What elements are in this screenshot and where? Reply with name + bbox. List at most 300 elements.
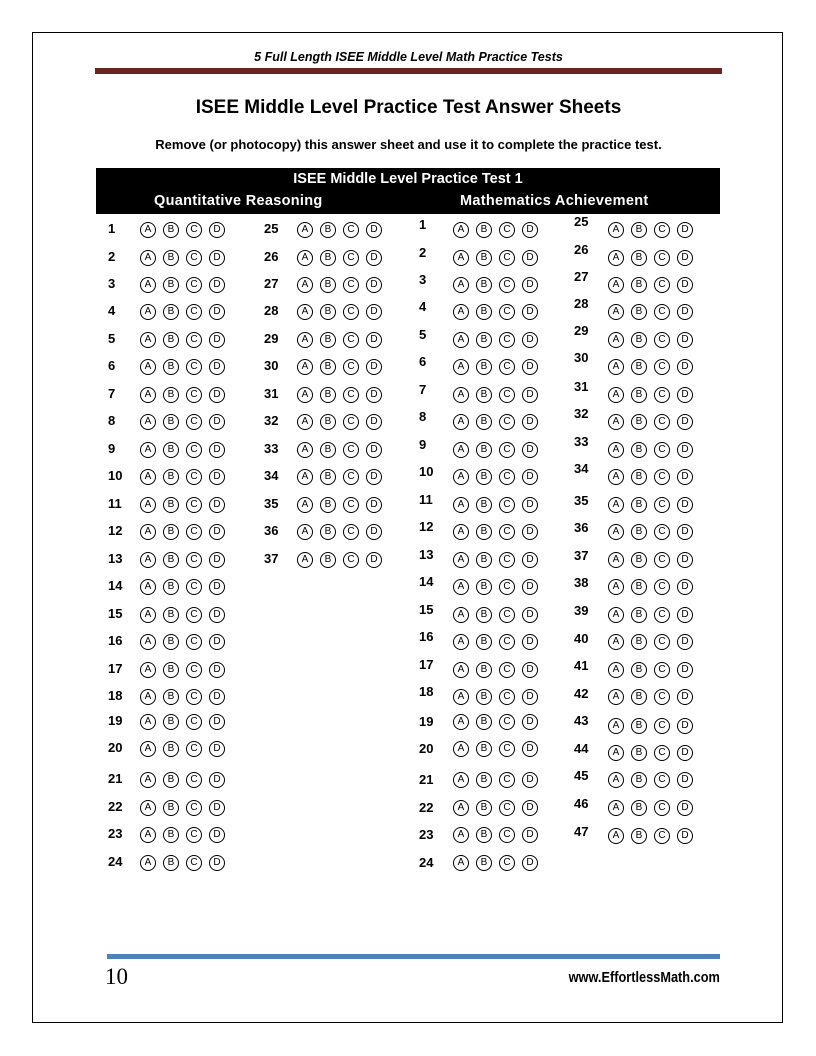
choice-bubble-c[interactable]: C xyxy=(186,579,202,595)
choice-bubble-d[interactable]: D xyxy=(522,359,538,375)
choice-bubble-a[interactable]: A xyxy=(140,469,156,485)
choice-bubble-b[interactable]: B xyxy=(163,359,179,375)
choice-bubble-b[interactable]: B xyxy=(631,222,647,238)
choice-bubble-b[interactable]: B xyxy=(163,662,179,678)
choice-bubble-a[interactable]: A xyxy=(140,524,156,540)
choice-bubble-b[interactable]: B xyxy=(476,414,492,430)
choice-bubble-c[interactable]: C xyxy=(654,497,670,513)
choice-bubble-d[interactable]: D xyxy=(522,714,538,730)
choice-bubble-d[interactable]: D xyxy=(209,387,225,403)
choice-bubble-d[interactable]: D xyxy=(522,662,538,678)
choice-bubble-c[interactable]: C xyxy=(499,497,515,513)
choice-bubble-d[interactable]: D xyxy=(209,827,225,843)
choice-bubble-a[interactable]: A xyxy=(140,800,156,816)
choice-bubble-a[interactable]: A xyxy=(140,497,156,513)
choice-bubble-b[interactable]: B xyxy=(631,414,647,430)
choice-bubble-b[interactable]: B xyxy=(631,800,647,816)
choice-bubble-c[interactable]: C xyxy=(343,524,359,540)
choice-bubble-d[interactable]: D xyxy=(522,855,538,871)
choice-bubble-d[interactable]: D xyxy=(677,304,693,320)
choice-bubble-d[interactable]: D xyxy=(677,552,693,568)
choice-bubble-c[interactable]: C xyxy=(343,414,359,430)
choice-bubble-d[interactable]: D xyxy=(209,634,225,650)
choice-bubble-b[interactable]: B xyxy=(631,250,647,266)
choice-bubble-a[interactable]: A xyxy=(453,772,469,788)
choice-bubble-b[interactable]: B xyxy=(476,524,492,540)
choice-bubble-b[interactable]: B xyxy=(163,524,179,540)
choice-bubble-c[interactable]: C xyxy=(499,662,515,678)
choice-bubble-a[interactable]: A xyxy=(453,497,469,513)
choice-bubble-a[interactable]: A xyxy=(140,714,156,730)
choice-bubble-c[interactable]: C xyxy=(499,222,515,238)
choice-bubble-a[interactable]: A xyxy=(453,662,469,678)
choice-bubble-a[interactable]: A xyxy=(453,714,469,730)
choice-bubble-c[interactable]: C xyxy=(499,607,515,623)
choice-bubble-b[interactable]: B xyxy=(320,304,336,320)
choice-bubble-b[interactable]: B xyxy=(476,277,492,293)
choice-bubble-d[interactable]: D xyxy=(209,524,225,540)
choice-bubble-a[interactable]: A xyxy=(453,552,469,568)
choice-bubble-d[interactable]: D xyxy=(209,607,225,623)
choice-bubble-d[interactable]: D xyxy=(677,222,693,238)
choice-bubble-a[interactable]: A xyxy=(140,741,156,757)
choice-bubble-d[interactable]: D xyxy=(522,332,538,348)
choice-bubble-c[interactable]: C xyxy=(186,414,202,430)
choice-bubble-d[interactable]: D xyxy=(209,304,225,320)
choice-bubble-d[interactable]: D xyxy=(209,277,225,293)
choice-bubble-c[interactable]: C xyxy=(654,607,670,623)
choice-bubble-b[interactable]: B xyxy=(320,552,336,568)
choice-bubble-c[interactable]: C xyxy=(654,552,670,568)
choice-bubble-c[interactable]: C xyxy=(499,359,515,375)
choice-bubble-d[interactable]: D xyxy=(209,222,225,238)
choice-bubble-d[interactable]: D xyxy=(522,277,538,293)
choice-bubble-c[interactable]: C xyxy=(186,827,202,843)
choice-bubble-d[interactable]: D xyxy=(209,359,225,375)
choice-bubble-d[interactable]: D xyxy=(209,662,225,678)
choice-bubble-a[interactable]: A xyxy=(608,634,624,650)
choice-bubble-a[interactable]: A xyxy=(297,359,313,375)
choice-bubble-a[interactable]: A xyxy=(608,607,624,623)
choice-bubble-c[interactable]: C xyxy=(654,250,670,266)
choice-bubble-a[interactable]: A xyxy=(140,304,156,320)
choice-bubble-b[interactable]: B xyxy=(163,469,179,485)
choice-bubble-b[interactable]: B xyxy=(163,304,179,320)
choice-bubble-a[interactable]: A xyxy=(608,414,624,430)
choice-bubble-d[interactable]: D xyxy=(209,689,225,705)
choice-bubble-c[interactable]: C xyxy=(654,579,670,595)
choice-bubble-c[interactable]: C xyxy=(499,800,515,816)
choice-bubble-b[interactable]: B xyxy=(476,741,492,757)
choice-bubble-a[interactable]: A xyxy=(453,387,469,403)
choice-bubble-d[interactable]: D xyxy=(366,250,382,266)
choice-bubble-a[interactable]: A xyxy=(453,689,469,705)
choice-bubble-d[interactable]: D xyxy=(522,442,538,458)
choice-bubble-a[interactable]: A xyxy=(608,800,624,816)
choice-bubble-c[interactable]: C xyxy=(499,552,515,568)
choice-bubble-a[interactable]: A xyxy=(608,387,624,403)
choice-bubble-c[interactable]: C xyxy=(499,827,515,843)
choice-bubble-a[interactable]: A xyxy=(297,387,313,403)
choice-bubble-c[interactable]: C xyxy=(343,277,359,293)
choice-bubble-d[interactable]: D xyxy=(209,579,225,595)
choice-bubble-a[interactable]: A xyxy=(297,442,313,458)
choice-bubble-d[interactable]: D xyxy=(209,414,225,430)
choice-bubble-d[interactable]: D xyxy=(366,387,382,403)
choice-bubble-b[interactable]: B xyxy=(631,524,647,540)
choice-bubble-d[interactable]: D xyxy=(677,607,693,623)
choice-bubble-c[interactable]: C xyxy=(343,359,359,375)
choice-bubble-c[interactable]: C xyxy=(186,772,202,788)
choice-bubble-c[interactable]: C xyxy=(654,387,670,403)
choice-bubble-a[interactable]: A xyxy=(453,222,469,238)
choice-bubble-c[interactable]: C xyxy=(499,714,515,730)
choice-bubble-a[interactable]: A xyxy=(453,579,469,595)
choice-bubble-b[interactable]: B xyxy=(163,414,179,430)
choice-bubble-b[interactable]: B xyxy=(163,250,179,266)
choice-bubble-a[interactable]: A xyxy=(608,689,624,705)
choice-bubble-c[interactable]: C xyxy=(499,634,515,650)
choice-bubble-d[interactable]: D xyxy=(209,552,225,568)
choice-bubble-d[interactable]: D xyxy=(366,222,382,238)
choice-bubble-d[interactable]: D xyxy=(677,332,693,348)
choice-bubble-b[interactable]: B xyxy=(163,442,179,458)
choice-bubble-c[interactable]: C xyxy=(343,304,359,320)
choice-bubble-d[interactable]: D xyxy=(209,442,225,458)
choice-bubble-c[interactable]: C xyxy=(654,524,670,540)
choice-bubble-a[interactable]: A xyxy=(608,828,624,844)
choice-bubble-c[interactable]: C xyxy=(654,222,670,238)
choice-bubble-c[interactable]: C xyxy=(499,741,515,757)
choice-bubble-d[interactable]: D xyxy=(677,497,693,513)
choice-bubble-b[interactable]: B xyxy=(320,222,336,238)
choice-bubble-d[interactable]: D xyxy=(366,442,382,458)
choice-bubble-a[interactable]: A xyxy=(140,634,156,650)
website-link[interactable]: www.EffortlessMath.com xyxy=(568,970,720,986)
choice-bubble-d[interactable]: D xyxy=(677,524,693,540)
choice-bubble-d[interactable]: D xyxy=(366,414,382,430)
choice-bubble-c[interactable]: C xyxy=(654,745,670,761)
choice-bubble-b[interactable]: B xyxy=(320,332,336,348)
choice-bubble-b[interactable]: B xyxy=(320,442,336,458)
choice-bubble-a[interactable]: A xyxy=(140,359,156,375)
choice-bubble-a[interactable]: A xyxy=(453,250,469,266)
choice-bubble-a[interactable]: A xyxy=(297,524,313,540)
choice-bubble-c[interactable]: C xyxy=(654,414,670,430)
choice-bubble-b[interactable]: B xyxy=(320,250,336,266)
choice-bubble-c[interactable]: C xyxy=(186,304,202,320)
choice-bubble-b[interactable]: B xyxy=(476,304,492,320)
choice-bubble-a[interactable]: A xyxy=(453,332,469,348)
choice-bubble-d[interactable]: D xyxy=(677,772,693,788)
choice-bubble-c[interactable]: C xyxy=(654,634,670,650)
choice-bubble-d[interactable]: D xyxy=(677,250,693,266)
choice-bubble-c[interactable]: C xyxy=(186,552,202,568)
choice-bubble-b[interactable]: B xyxy=(476,222,492,238)
choice-bubble-c[interactable]: C xyxy=(654,277,670,293)
choice-bubble-b[interactable]: B xyxy=(320,387,336,403)
choice-bubble-a[interactable]: A xyxy=(608,304,624,320)
choice-bubble-c[interactable]: C xyxy=(499,689,515,705)
choice-bubble-b[interactable]: B xyxy=(476,800,492,816)
choice-bubble-a[interactable]: A xyxy=(140,387,156,403)
choice-bubble-d[interactable]: D xyxy=(366,469,382,485)
choice-bubble-a[interactable]: A xyxy=(140,662,156,678)
choice-bubble-a[interactable]: A xyxy=(140,552,156,568)
choice-bubble-b[interactable]: B xyxy=(631,607,647,623)
choice-bubble-a[interactable]: A xyxy=(140,855,156,871)
choice-bubble-d[interactable]: D xyxy=(522,689,538,705)
choice-bubble-d[interactable]: D xyxy=(366,524,382,540)
choice-bubble-b[interactable]: B xyxy=(320,359,336,375)
choice-bubble-b[interactable]: B xyxy=(163,855,179,871)
choice-bubble-d[interactable]: D xyxy=(522,524,538,540)
choice-bubble-b[interactable]: B xyxy=(476,772,492,788)
choice-bubble-b[interactable]: B xyxy=(631,772,647,788)
choice-bubble-c[interactable]: C xyxy=(499,469,515,485)
choice-bubble-d[interactable]: D xyxy=(522,772,538,788)
choice-bubble-c[interactable]: C xyxy=(499,855,515,871)
choice-bubble-a[interactable]: A xyxy=(140,689,156,705)
choice-bubble-d[interactable]: D xyxy=(677,689,693,705)
choice-bubble-c[interactable]: C xyxy=(499,442,515,458)
choice-bubble-d[interactable]: D xyxy=(677,718,693,734)
choice-bubble-b[interactable]: B xyxy=(163,579,179,595)
choice-bubble-b[interactable]: B xyxy=(476,827,492,843)
choice-bubble-b[interactable]: B xyxy=(631,579,647,595)
choice-bubble-b[interactable]: B xyxy=(320,414,336,430)
choice-bubble-d[interactable]: D xyxy=(522,579,538,595)
choice-bubble-b[interactable]: B xyxy=(631,469,647,485)
choice-bubble-d[interactable]: D xyxy=(209,714,225,730)
choice-bubble-b[interactable]: B xyxy=(476,662,492,678)
choice-bubble-a[interactable]: A xyxy=(453,827,469,843)
choice-bubble-c[interactable]: C xyxy=(654,442,670,458)
choice-bubble-a[interactable]: A xyxy=(608,662,624,678)
choice-bubble-c[interactable]: C xyxy=(499,414,515,430)
choice-bubble-a[interactable]: A xyxy=(297,552,313,568)
choice-bubble-d[interactable]: D xyxy=(677,414,693,430)
choice-bubble-d[interactable]: D xyxy=(522,387,538,403)
choice-bubble-a[interactable]: A xyxy=(608,772,624,788)
choice-bubble-c[interactable]: C xyxy=(186,442,202,458)
choice-bubble-c[interactable]: C xyxy=(186,332,202,348)
choice-bubble-b[interactable]: B xyxy=(476,359,492,375)
choice-bubble-b[interactable]: B xyxy=(163,277,179,293)
choice-bubble-d[interactable]: D xyxy=(209,332,225,348)
choice-bubble-c[interactable]: C xyxy=(654,304,670,320)
choice-bubble-a[interactable]: A xyxy=(453,855,469,871)
choice-bubble-b[interactable]: B xyxy=(320,469,336,485)
choice-bubble-c[interactable]: C xyxy=(654,800,670,816)
choice-bubble-d[interactable]: D xyxy=(209,497,225,513)
choice-bubble-d[interactable]: D xyxy=(522,250,538,266)
choice-bubble-a[interactable]: A xyxy=(140,332,156,348)
choice-bubble-d[interactable]: D xyxy=(522,827,538,843)
choice-bubble-d[interactable]: D xyxy=(677,828,693,844)
choice-bubble-d[interactable]: D xyxy=(366,359,382,375)
choice-bubble-d[interactable]: D xyxy=(677,442,693,458)
choice-bubble-c[interactable]: C xyxy=(499,772,515,788)
choice-bubble-d[interactable]: D xyxy=(522,800,538,816)
choice-bubble-d[interactable]: D xyxy=(209,855,225,871)
choice-bubble-d[interactable]: D xyxy=(522,634,538,650)
choice-bubble-b[interactable]: B xyxy=(476,579,492,595)
choice-bubble-c[interactable]: C xyxy=(499,579,515,595)
choice-bubble-b[interactable]: B xyxy=(631,828,647,844)
choice-bubble-c[interactable]: C xyxy=(654,662,670,678)
choice-bubble-a[interactable]: A xyxy=(453,277,469,293)
choice-bubble-c[interactable]: C xyxy=(343,332,359,348)
choice-bubble-b[interactable]: B xyxy=(163,800,179,816)
choice-bubble-a[interactable]: A xyxy=(297,497,313,513)
choice-bubble-b[interactable]: B xyxy=(476,607,492,623)
choice-bubble-c[interactable]: C xyxy=(186,662,202,678)
choice-bubble-d[interactable]: D xyxy=(677,634,693,650)
choice-bubble-d[interactable]: D xyxy=(677,469,693,485)
choice-bubble-a[interactable]: A xyxy=(297,469,313,485)
choice-bubble-c[interactable]: C xyxy=(186,524,202,540)
choice-bubble-b[interactable]: B xyxy=(476,469,492,485)
choice-bubble-d[interactable]: D xyxy=(209,741,225,757)
choice-bubble-b[interactable]: B xyxy=(631,277,647,293)
choice-bubble-d[interactable]: D xyxy=(522,741,538,757)
choice-bubble-d[interactable]: D xyxy=(366,497,382,513)
choice-bubble-d[interactable]: D xyxy=(522,497,538,513)
choice-bubble-c[interactable]: C xyxy=(186,800,202,816)
choice-bubble-a[interactable]: A xyxy=(453,524,469,540)
choice-bubble-c[interactable]: C xyxy=(654,359,670,375)
choice-bubble-a[interactable]: A xyxy=(608,469,624,485)
choice-bubble-b[interactable]: B xyxy=(631,359,647,375)
choice-bubble-a[interactable]: A xyxy=(608,359,624,375)
choice-bubble-b[interactable]: B xyxy=(163,634,179,650)
choice-bubble-b[interactable]: B xyxy=(631,745,647,761)
choice-bubble-b[interactable]: B xyxy=(476,634,492,650)
choice-bubble-b[interactable]: B xyxy=(163,332,179,348)
choice-bubble-d[interactable]: D xyxy=(677,745,693,761)
choice-bubble-b[interactable]: B xyxy=(631,387,647,403)
choice-bubble-c[interactable]: C xyxy=(343,469,359,485)
choice-bubble-d[interactable]: D xyxy=(366,304,382,320)
choice-bubble-a[interactable]: A xyxy=(140,222,156,238)
choice-bubble-b[interactable]: B xyxy=(476,497,492,513)
choice-bubble-d[interactable]: D xyxy=(522,552,538,568)
choice-bubble-b[interactable]: B xyxy=(320,524,336,540)
choice-bubble-d[interactable]: D xyxy=(677,662,693,678)
choice-bubble-d[interactable]: D xyxy=(366,332,382,348)
choice-bubble-a[interactable]: A xyxy=(140,827,156,843)
choice-bubble-b[interactable]: B xyxy=(163,222,179,238)
choice-bubble-b[interactable]: B xyxy=(320,497,336,513)
choice-bubble-d[interactable]: D xyxy=(522,607,538,623)
choice-bubble-d[interactable]: D xyxy=(522,222,538,238)
choice-bubble-b[interactable]: B xyxy=(631,718,647,734)
choice-bubble-a[interactable]: A xyxy=(140,277,156,293)
choice-bubble-d[interactable]: D xyxy=(522,414,538,430)
choice-bubble-a[interactable]: A xyxy=(297,332,313,348)
choice-bubble-c[interactable]: C xyxy=(654,689,670,705)
choice-bubble-a[interactable]: A xyxy=(140,250,156,266)
choice-bubble-c[interactable]: C xyxy=(343,442,359,458)
choice-bubble-c[interactable]: C xyxy=(343,497,359,513)
choice-bubble-a[interactable]: A xyxy=(608,250,624,266)
choice-bubble-a[interactable]: A xyxy=(453,469,469,485)
choice-bubble-c[interactable]: C xyxy=(186,359,202,375)
choice-bubble-c[interactable]: C xyxy=(186,387,202,403)
choice-bubble-a[interactable]: A xyxy=(608,552,624,568)
choice-bubble-c[interactable]: C xyxy=(186,497,202,513)
choice-bubble-b[interactable]: B xyxy=(631,689,647,705)
choice-bubble-b[interactable]: B xyxy=(476,714,492,730)
choice-bubble-a[interactable]: A xyxy=(453,442,469,458)
choice-bubble-a[interactable]: A xyxy=(608,442,624,458)
choice-bubble-b[interactable]: B xyxy=(631,332,647,348)
choice-bubble-a[interactable]: A xyxy=(608,222,624,238)
choice-bubble-d[interactable]: D xyxy=(209,800,225,816)
choice-bubble-d[interactable]: D xyxy=(209,469,225,485)
choice-bubble-c[interactable]: C xyxy=(499,524,515,540)
choice-bubble-c[interactable]: C xyxy=(654,772,670,788)
choice-bubble-b[interactable]: B xyxy=(476,552,492,568)
choice-bubble-b[interactable]: B xyxy=(163,387,179,403)
choice-bubble-d[interactable]: D xyxy=(522,304,538,320)
choice-bubble-c[interactable]: C xyxy=(499,387,515,403)
choice-bubble-c[interactable]: C xyxy=(499,332,515,348)
choice-bubble-a[interactable]: A xyxy=(608,497,624,513)
choice-bubble-c[interactable]: C xyxy=(499,277,515,293)
choice-bubble-c[interactable]: C xyxy=(499,250,515,266)
choice-bubble-a[interactable]: A xyxy=(453,607,469,623)
choice-bubble-c[interactable]: C xyxy=(186,855,202,871)
choice-bubble-b[interactable]: B xyxy=(631,497,647,513)
choice-bubble-b[interactable]: B xyxy=(163,741,179,757)
choice-bubble-c[interactable]: C xyxy=(186,689,202,705)
choice-bubble-d[interactable]: D xyxy=(677,387,693,403)
choice-bubble-b[interactable]: B xyxy=(631,552,647,568)
choice-bubble-a[interactable]: A xyxy=(140,579,156,595)
choice-bubble-c[interactable]: C xyxy=(343,552,359,568)
choice-bubble-b[interactable]: B xyxy=(163,714,179,730)
choice-bubble-b[interactable]: B xyxy=(163,827,179,843)
choice-bubble-c[interactable]: C xyxy=(654,469,670,485)
choice-bubble-a[interactable]: A xyxy=(140,414,156,430)
choice-bubble-b[interactable]: B xyxy=(163,552,179,568)
choice-bubble-a[interactable]: A xyxy=(453,741,469,757)
choice-bubble-c[interactable]: C xyxy=(343,222,359,238)
choice-bubble-a[interactable]: A xyxy=(140,607,156,623)
choice-bubble-a[interactable]: A xyxy=(453,304,469,320)
choice-bubble-c[interactable]: C xyxy=(186,634,202,650)
choice-bubble-a[interactable]: A xyxy=(608,745,624,761)
choice-bubble-b[interactable]: B xyxy=(163,607,179,623)
choice-bubble-a[interactable]: A xyxy=(608,332,624,348)
choice-bubble-d[interactable]: D xyxy=(677,800,693,816)
choice-bubble-d[interactable]: D xyxy=(366,277,382,293)
choice-bubble-b[interactable]: B xyxy=(476,442,492,458)
choice-bubble-c[interactable]: C xyxy=(186,714,202,730)
choice-bubble-c[interactable]: C xyxy=(343,250,359,266)
choice-bubble-d[interactable]: D xyxy=(677,579,693,595)
choice-bubble-b[interactable]: B xyxy=(631,634,647,650)
choice-bubble-a[interactable]: A xyxy=(608,524,624,540)
choice-bubble-a[interactable]: A xyxy=(297,414,313,430)
choice-bubble-b[interactable]: B xyxy=(476,332,492,348)
choice-bubble-a[interactable]: A xyxy=(297,222,313,238)
choice-bubble-b[interactable]: B xyxy=(476,689,492,705)
choice-bubble-c[interactable]: C xyxy=(186,277,202,293)
choice-bubble-c[interactable]: C xyxy=(186,222,202,238)
